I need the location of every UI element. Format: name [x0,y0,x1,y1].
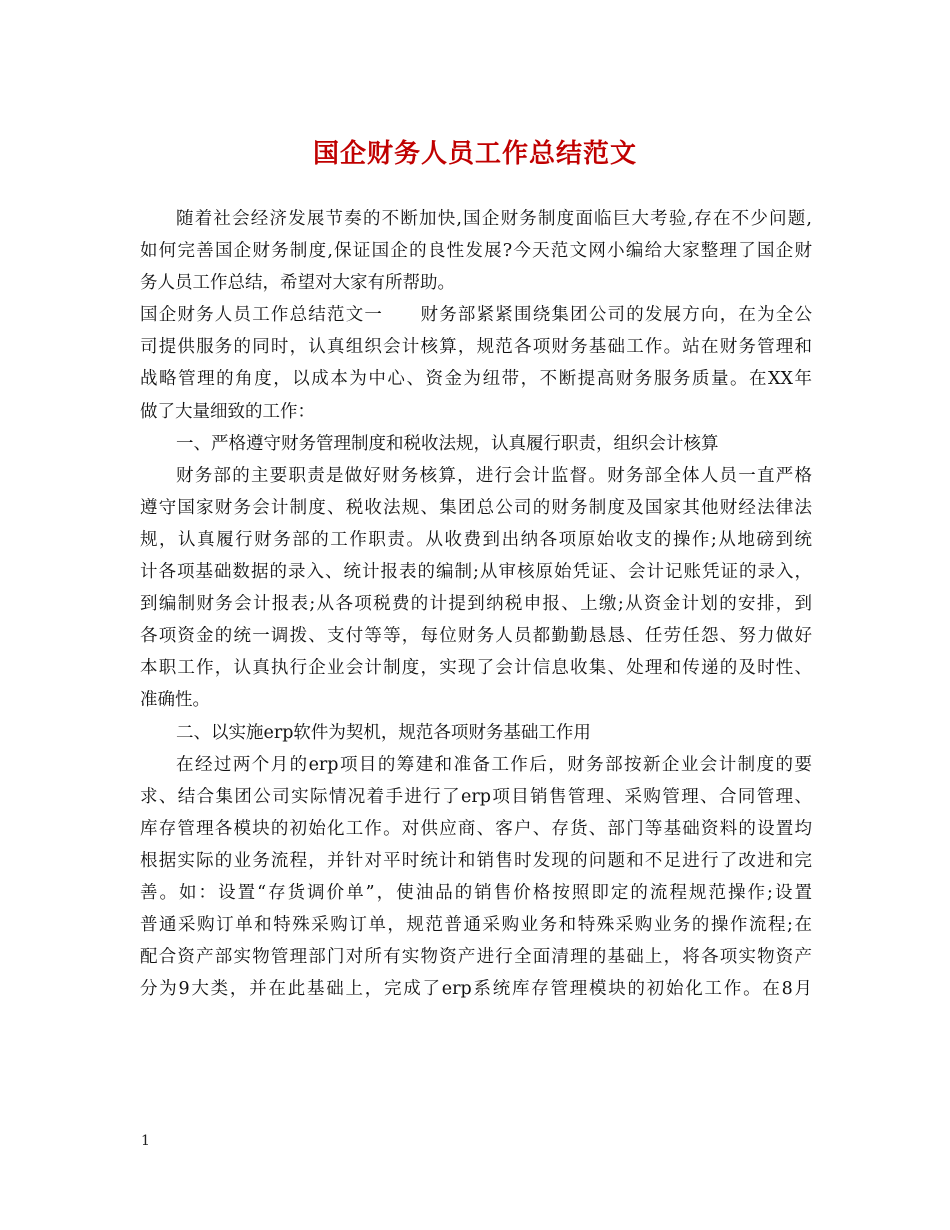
text-line: 根据实际的业务流程，并针对平时统计和销售时发现的问题和不足进行了改进和完 [140,850,812,871]
text-line: 国企财务人员工作总结范文一 财务部紧紧围绕集团公司的发展方向，在为全公 [140,305,812,326]
text-line: 本职工作，认真执行企业会计制度，实现了会计信息收集、处理和传递的及时性、 [140,658,812,679]
text-line: 各项资金的统一调拨、支付等等，每位财务人员都勤勤恳恳、任劳任怨、努力做好 [140,626,812,647]
text-line: 司提供服务的同时，认真组织会计核算，规范各项财务基础工作。站在财务管理和 [140,337,812,358]
text-line: 一、严格遵守财务管理制度和税收法规，认真履行职责，组织会计核算 [176,433,719,454]
text-line: 库存管理各模块的初始化工作。对供应商、客户、存货、部门等基础资料的设置均 [140,818,812,839]
text-line: 规，认真履行财务部的工作职责。从收费到出纳各项原始收支的操作;从地磅到统 [140,529,812,550]
text-line: 务人员工作总结，希望对大家有所帮助。 [140,273,455,294]
text-line: 战略管理的角度，以成本为中心、资金为纽带，不断提高财务服务质量。在XX年 [140,369,812,390]
text-line: 普通采购订单和特殊采购订单，规范普通采购业务和特殊采购业务的操作流程;在 [140,915,812,936]
text-line: 随着社会经济发展节奏的不断加快,国企财务制度面临巨大考验,存在不少问题, [176,209,812,229]
text-line: 到编制财务会计报表;从各项税费的计提到纳税申报、上缴;从资金计划的安排，到 [140,594,812,615]
text-line: 求、结合集团公司实际情况着手进行了erp项目销售管理、采购管理、合同管理、 [140,786,812,807]
text-line: 善。如：设置“存货调价单”，使油品的销售价格按照即定的流程规范操作;设置 [140,882,812,903]
text-line: 计各项基础数据的录入、统计报表的编制;从审核原始凭证、会计记账凭证的录入， [140,562,812,583]
text-line: 配合资产部实物管理部门对所有实物资产进行全面清理的基础上，将各项实物资产 [140,947,812,968]
text-line: 如何完善国企财务制度,保证国企的良性发展?今天范文网小编给大家整理了国企财 [140,241,812,262]
document-title: 国企财务人员工作总结范文 [312,139,637,169]
text-line: 在经过两个月的erp项目的筹建和准备工作后，财务部按新企业会计制度的要 [176,754,812,775]
page-number: 1 [141,1133,150,1149]
text-line: 遵守国家财务会计制度、税收法规、集团总公司的财务制度及国家其他财经法律法 [140,497,812,518]
text-line: 分为9大类，并在此基础上，完成了erp系统库存管理模块的初始化工作。在8月 [140,979,812,1000]
text-line: 准确性。 [140,690,210,711]
text-line: 二、以实施erp软件为契机，规范各项财务基础工作用 [176,722,591,743]
text-line: 财务部的主要职责是做好财务核算，进行会计监督。财务部全体人员一直严格 [176,465,812,486]
document-body [140,203,812,1005]
text-line: 做了大量细致的工作： [140,401,315,422]
